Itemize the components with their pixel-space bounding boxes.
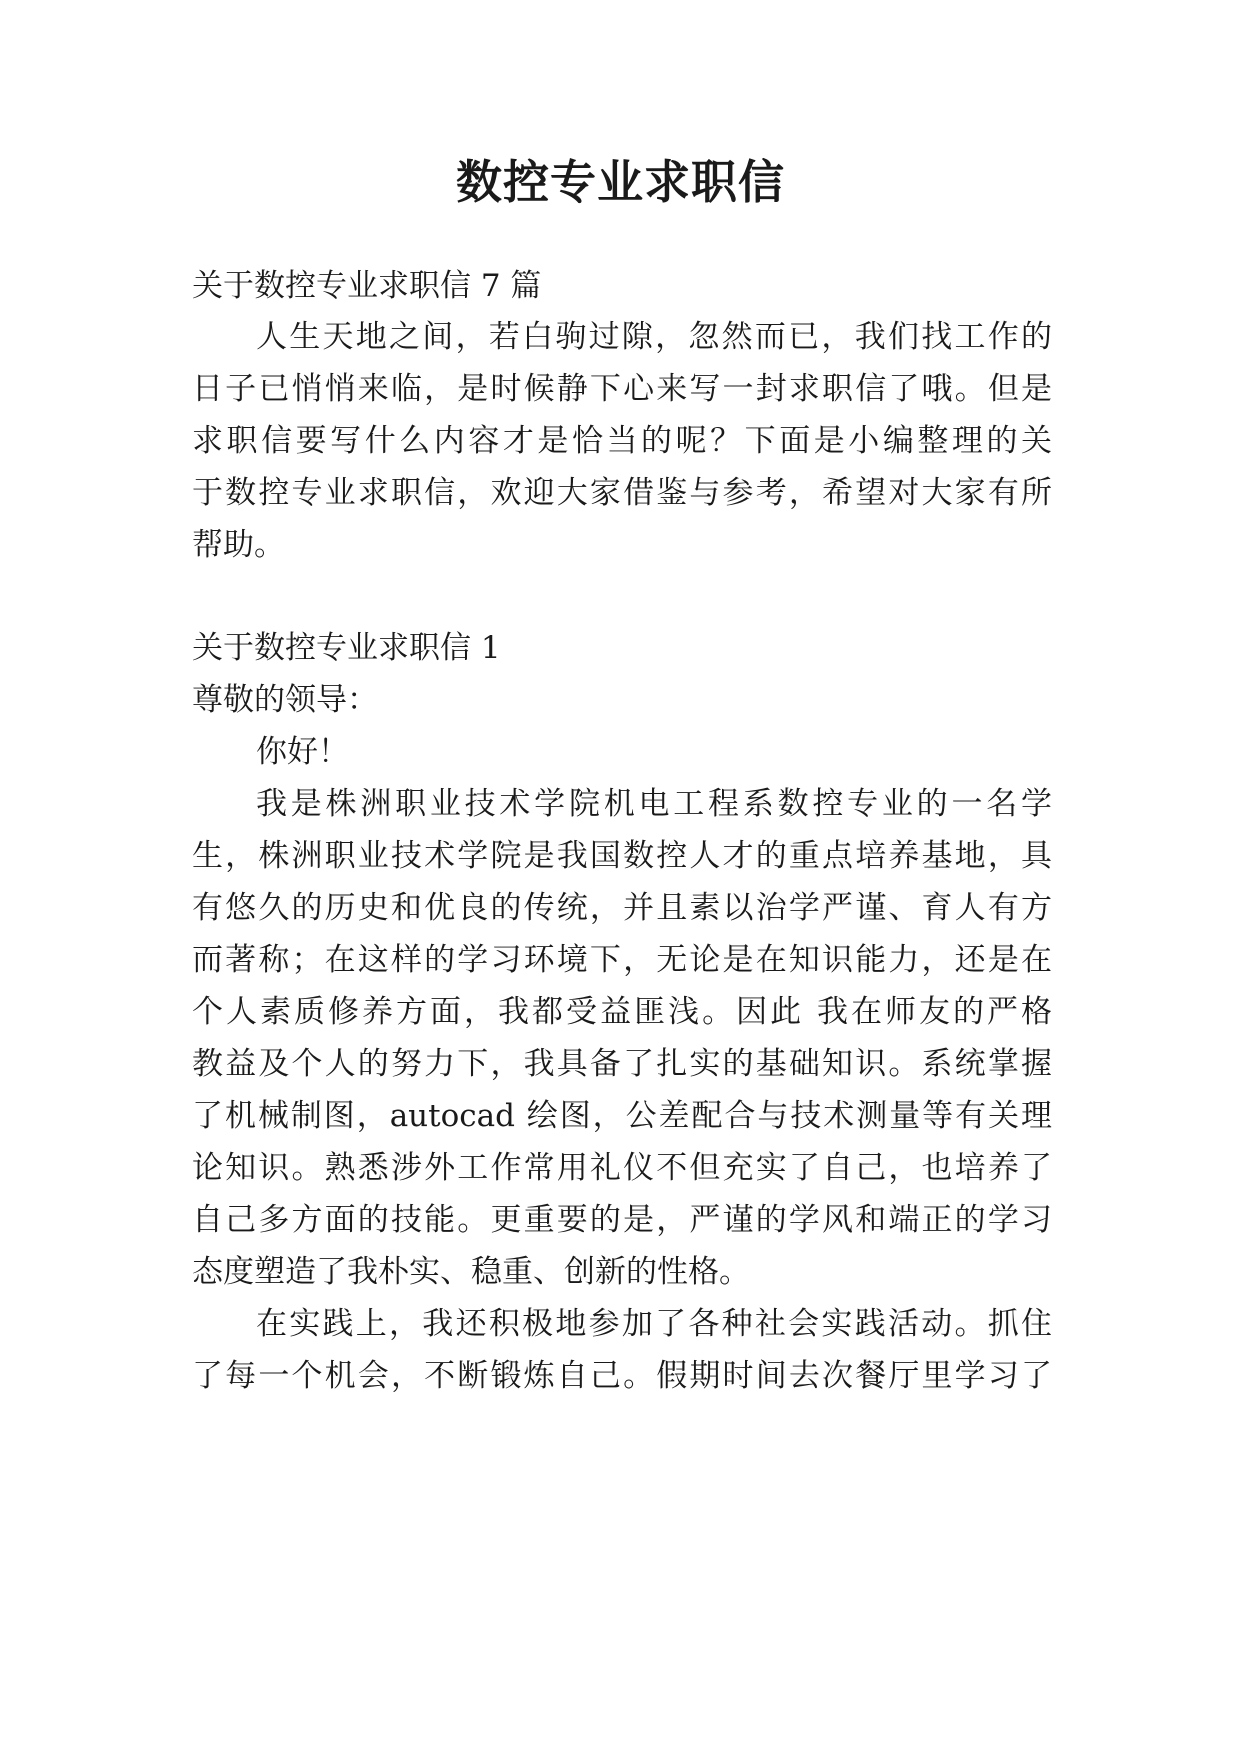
- body-line: 态度塑造了我朴实、稳重、创新的性格。: [192, 1254, 750, 1290]
- body-line: 论知识。熟悉涉外工作常用礼仪不但充实了自己，也培养了: [192, 1150, 1052, 1186]
- letter-salutation: 尊敬的领导：: [192, 682, 378, 718]
- intro-line: 帮助。: [192, 527, 285, 563]
- letter-greeting: 你好！: [256, 734, 349, 770]
- body-line: 自己多方面的技能。更重要的是，严谨的学风和端正的学习: [192, 1202, 1052, 1238]
- body-line: 我是株洲职业技术学院机电工程系数控专业的一名学: [256, 786, 1052, 822]
- body-line: 了机械制图，autocad 绘图，公差配合与技术测量等有关理: [192, 1098, 1052, 1134]
- document-title: 数控专业求职信: [456, 155, 785, 209]
- body-line: 教益及个人的努力下，我具备了扎实的基础知识。系统掌握: [192, 1046, 1052, 1082]
- body-line: 了每一个机会，不断锻炼自己。假期时间去次餐厅里学习了: [192, 1358, 1052, 1394]
- intro-line: 求职信要写什么内容才是恰当的呢？下面是小编整理的关: [192, 423, 1052, 459]
- body-line: 生，株洲职业技术学院是我国数控人才的重点培养基地，具: [192, 838, 1052, 874]
- document-subtitle: 关于数控专业求职信 7 篇: [192, 268, 542, 304]
- intro-line: 人生天地之间，若白驹过隙，忽然而已，我们找工作的: [256, 319, 1052, 355]
- body-line: 有悠久的历史和优良的传统，并且素以治学严谨、育人有方: [192, 890, 1052, 926]
- body-line: 个人素质修养方面，我都受益匪浅。因此 我在师友的严格: [192, 994, 1052, 1030]
- body-line: 在实践上，我还积极地参加了各种社会实践活动。抓住: [256, 1306, 1052, 1342]
- body-line: 而著称；在这样的学习环境下，无论是在知识能力，还是在: [192, 942, 1052, 978]
- intro-line: 日子已悄悄来临，是时候静下心来写一封求职信了哦。但是: [192, 371, 1052, 407]
- intro-line: 于数控专业求职信，欢迎大家借鉴与参考，希望对大家有所: [192, 475, 1052, 511]
- section-heading: 关于数控专业求职信 1: [192, 630, 501, 666]
